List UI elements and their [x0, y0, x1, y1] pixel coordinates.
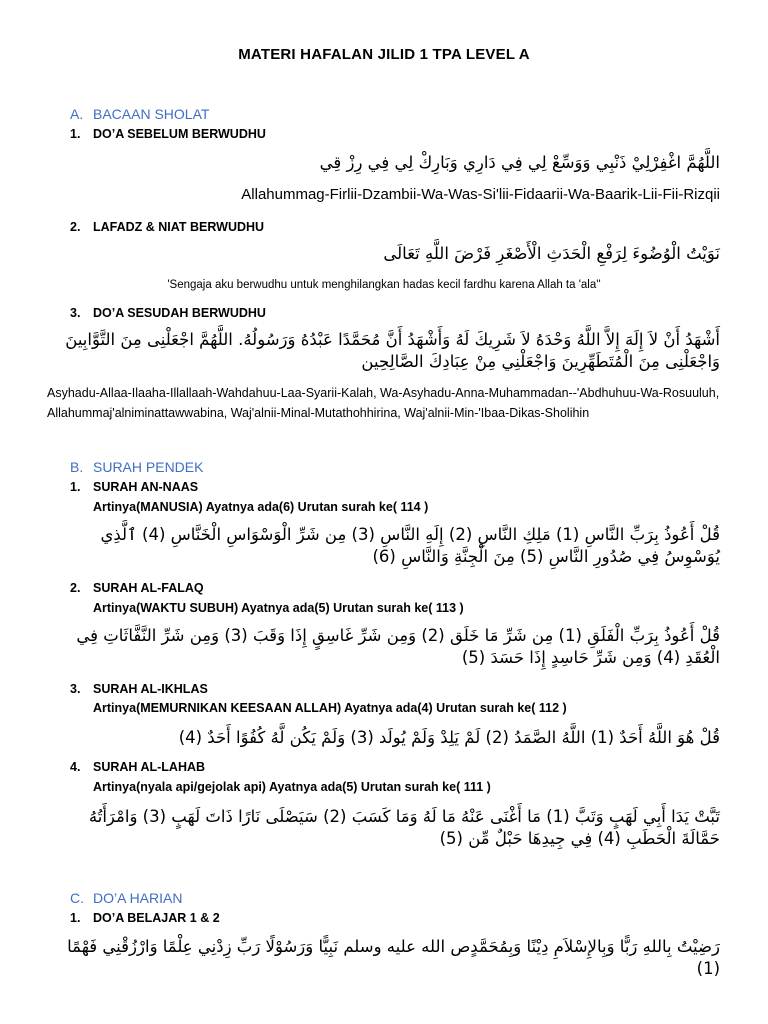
item-surah-al-lahab — [70, 760, 205, 774]
item-title: DO’A SESUDAH BERWUDHU — [93, 306, 266, 320]
item-doa-sebelum-berwudhu — [70, 127, 266, 141]
item-title: SURAH AL-FALAQ — [93, 581, 204, 595]
surah-info: Artinya(nyala api/gejolak api) Ayatnya ada(5) Urutan surah ke( 111 ) — [93, 780, 491, 794]
section-letter: B. — [70, 459, 84, 475]
arabic-text: اللَّهُمَّ اغْفِرْلِيْ ذَنْبِي وَوَسِّعْ لِي فِي دَارِي وَبَارِكْ لِي فِي رِزْ قِي — [319, 153, 720, 172]
item-title: LAFADZ & NIAT BERWUDHU — [93, 220, 265, 234]
arabic-text: قُلْ هُوَ اللَّهُ أَحَدٌ (1) اللَّهُ الصَّمَدُ (2) لَمْ يَلِدْ وَلَمْ يُولَد (3) وَلَمْ يَكُن لَّهُ كُفُوًا أَحَدٌ (4) — [178, 728, 720, 747]
surah-info: Artinya(MEMURNIKAN KEESAAN ALLAH) Ayatnya ada(4) Urutan surah ke( 112 ) — [93, 701, 567, 715]
item-title: SURAH AN-NAAS — [93, 480, 199, 494]
item-surah-al-falaq — [70, 581, 204, 595]
section-title: BACAAN SHOLAT — [93, 106, 210, 122]
item-number: 3. — [70, 306, 81, 320]
item-title: SURAH AL-IKHLAS — [93, 682, 208, 696]
item-number: 1. — [70, 127, 81, 141]
arabic-text: قُلْ أَعُوذُ بِرَبِّ الْفَلَقِ (1) مِن شَرِّ مَا خَلَق (2) وَمِن شَرِّ غَاسِقٍ إِذَا وَقَبَ (3) وَمِن شَرِّ النَّفَّاثَاتِ فِي الْعُقَدِ (4) وَمِن شَرِّ حَاسِدٍ إِذَا حَسَدَ (5) — [76, 626, 720, 667]
item-number: 4. — [70, 760, 81, 774]
section-a-heading — [70, 106, 209, 122]
item-surah-an-naas — [70, 480, 198, 494]
surah-info: Artinya(WAKTU SUBUH) Ayatnya ada(5) Urutan surah ke( 113 ) — [93, 601, 464, 615]
section-letter: C. — [70, 890, 84, 906]
niat-meaning: 'Sengaja aku berwudhu untuk menghilangkan hadas kecil fardhu karena Allah ta 'ala'' — [167, 279, 601, 291]
item-doa-belajar — [70, 911, 220, 925]
item-number: 2. — [70, 581, 81, 595]
item-lafadz-niat-berwudhu — [70, 220, 264, 234]
item-title: SURAH AL-LAHAB — [93, 760, 206, 774]
section-title: SURAH PENDEK — [93, 459, 204, 475]
arabic-text: نَوَيْتُ الْوُضُوءَ لِرَفْعِ الْحَدَثِ الْأَصْغَرِ فَرْضَ اللَّهِ تَعَالَى — [383, 244, 720, 263]
item-number: 2. — [70, 220, 81, 234]
arabic-text: رَضِيْتُ بِاللهِ رَبًّا وَبِالإِسْلاَمِ دِيْنًا وَبِمُحَمَّدٍص الله عليه وسلم نَبِيًّا وَرَسُوْلًا رَبِّ زِدْنِي عِلْمًا وَارْزُقْنِي فَهْمًا (1) — [67, 937, 720, 978]
item-doa-sesudah-berwudhu — [70, 306, 266, 320]
latin-transliteration: Allahummag-Firlii-Dzambii-Wa-Was-Si'lii-Fidaarii-Wa-Baarik-Lii-Fii-Rizqii — [241, 186, 720, 203]
item-title: DO’A SEBELUM BERWUDHU — [93, 127, 266, 141]
arabic-text: أَشْهَدُ أَنْ لاَ إِلَهَ إِلاَّ اللَّهُ وَحْدَهُ لاَ شَرِيكَ لَهُ وَأَشْهَدُ أَنَّ مُحَمَّدًا عَبْدُهُ وَرَسُولُهُ. اللَّهُمَّ اجْعَلْنِى مِنَ التَّوَّابِينَ وَاجْعَلْنِى مِنَ الْمُتَطَهِّرِينَ وَاجْعَلْنِي مِنْ عِبَادِكَ الصَّالِحِين — [65, 330, 720, 371]
section-b-heading — [70, 459, 203, 475]
item-title: DO’A BELAJAR 1 & 2 — [93, 911, 220, 925]
item-number: 1. — [70, 480, 81, 494]
item-surah-al-ikhlas — [70, 682, 208, 696]
section-letter: A. — [70, 106, 84, 122]
arabic-text: قُلْ أَعُوذُ بِرَبِّ النَّاسِ (1) مَلِكِ النَّاسِ (2) إِلَهِ النَّاسِ (3) مِن شَرِّ الْوَسْوَاسِ الْخَنَّاسِ (4) ٱلَّذِي يُوَسْوِسُ فِي صُدُورِ النَّاسِ (5) مِنَ الْجِنَّةِ وَالنَّاسِ (6) — [100, 525, 720, 566]
item-number: 3. — [70, 682, 81, 696]
document-title: MATERI HAFALAN JILID 1 TPA LEVEL A — [238, 46, 530, 63]
item-number: 1. — [70, 911, 81, 925]
latin-transliteration: Asyhadu-Allaa-Ilaaha-Illallaah-Wahdahuu-Laa-Syarii-Kalah, Wa-Asyhadu-Anna-Muhammadan--'Abdhuhuu-Wa-Rosuuluh, Allahummaj'alniminattawwabina, Waj'alnii-Minal-Mutathohhirina, Waj'alnii-Min-'Ibaa-Dikas-Sholihin — [47, 386, 720, 420]
section-c-heading — [70, 890, 182, 906]
surah-info: Artinya(MANUSIA) Ayatnya ada(6) Urutan surah ke( 114 ) — [93, 500, 429, 514]
section-title: DO’A HARIAN — [93, 890, 183, 906]
arabic-text: تَبَّتْ يَدَا أَبِي لَهَبٍ وَتَبَّ (1) مَا أَغْنَى عَنْهُ مَا لَهُ وَمَا كَسَبَ (2) سَيَصْلَى نَارًا ذَاتَ لَهَبٍ (3) وَامْرَأَتُهُ حَمَّالَةَ الْحَطَبِ (4) فِي جِيدِهَا حَبْلٌ مِّن (5) — [88, 807, 720, 848]
